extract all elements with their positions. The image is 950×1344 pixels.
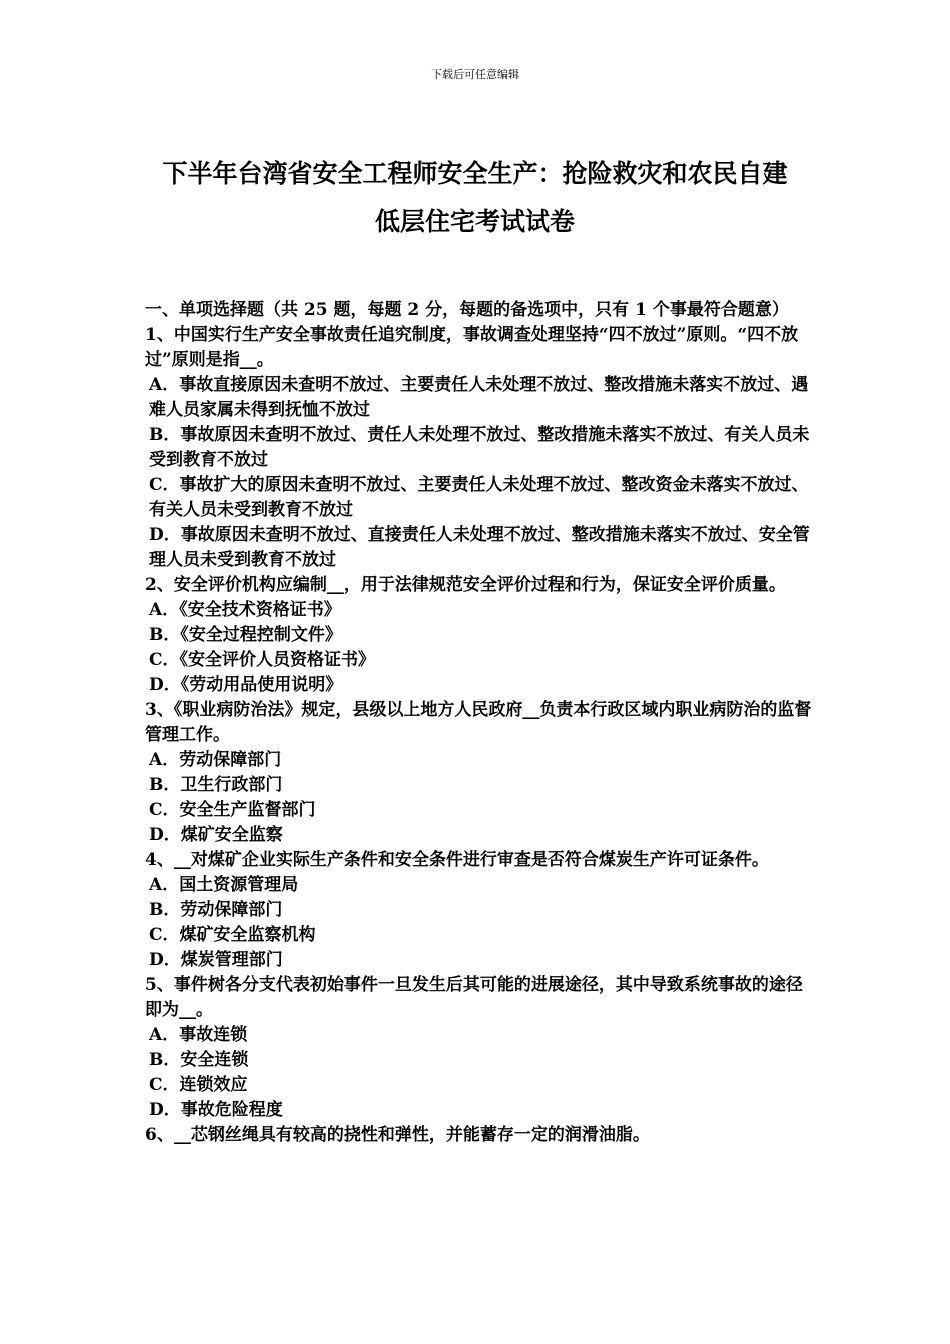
question-option: B．劳动保障部门 bbox=[149, 900, 283, 920]
question-option: A．《安全技术资格证书》 bbox=[149, 600, 341, 620]
question-option: A．事故直接原因未查明不放过、主要责任人未处理不放过、整改措施未落实不放过、遇难人员家属未得到抚恤不放过 bbox=[149, 375, 809, 420]
question-option: D．煤矿安全监察 bbox=[149, 825, 283, 845]
question-option: A．事故连锁 bbox=[149, 1025, 248, 1045]
page-title bbox=[145, 150, 805, 246]
question-option: D．事故原因未查明不放过、直接责任人未处理不放过、整改措施未落实不放过、安全管理人员未受到教育不放过 bbox=[149, 525, 810, 570]
header-note: 下载后可任意编辑 bbox=[431, 68, 519, 81]
question-option: D．煤炭管理部门 bbox=[149, 950, 283, 970]
question-option: A．劳动保障部门 bbox=[149, 750, 282, 770]
question-option: A．国土资源管理局 bbox=[149, 875, 299, 895]
question-option: B．安全连锁 bbox=[149, 1050, 249, 1070]
question-stem: 6、__芯钢丝绳具有较高的挠性和弹性，并能蓄存一定的润滑油脂。 bbox=[145, 1125, 650, 1145]
question-option: D．《劳动用品使用说明》 bbox=[149, 675, 343, 695]
question-stem: 3、《职业病防治法》规定，县级以上地方人民政府__负责本行政区域内职业病防治的监督管理工作。 bbox=[145, 700, 812, 745]
question-option: B．《安全过程控制文件》 bbox=[149, 625, 342, 645]
question-stem: 4、__对煤矿企业实际生产条件和安全条件进行审查是否符合煤炭生产许可证条件。 bbox=[145, 850, 769, 870]
question-option: B．事故原因未查明不放过、责任人未处理不放过、整改措施未落实不放过、有关人员未受到教育不放过 bbox=[149, 425, 810, 470]
question-option: C．安全生产监督部门 bbox=[149, 800, 316, 820]
question-option: C．连锁效应 bbox=[149, 1075, 248, 1095]
question-option: B．卫生行政部门 bbox=[149, 775, 283, 795]
question-stem: 1、中国实行生产安全事故责任追究制度，事故调查处理坚持“四不放过”原则。“四不放过”原则是指__。 bbox=[145, 325, 799, 370]
title-line-2: 低层住宅考试试卷 bbox=[374, 207, 575, 236]
question-option: D．事故危险程度 bbox=[149, 1100, 283, 1120]
section-heading: 一、单项选择题（共 25 题，每题 2 分，每题的备选项中，只有 1 个事最符合题意） bbox=[145, 300, 789, 320]
question-option: C．事故扩大的原因未查明不放过、主要责任人未处理不放过、整改资金未落实不放过、有关人员未受到教育不放过 bbox=[149, 475, 809, 520]
exam-content bbox=[145, 298, 815, 1148]
question-option: C．《安全评价人员资格证书》 bbox=[149, 650, 376, 670]
question-stem: 5、事件树各分支代表初始事件一旦发生后其可能的进展途径，其中导致系统事故的途径即为__。 bbox=[145, 975, 803, 1020]
title-line-1: 下半年台湾省安全工程师安全生产：抢险救灾和农民自建 bbox=[162, 159, 788, 188]
question-option: C．煤矿安全监察机构 bbox=[149, 925, 316, 945]
question-stem: 2、安全评价机构应编制__，用于法律规范安全评价过程和行为，保证安全评价质量。 bbox=[145, 575, 786, 595]
